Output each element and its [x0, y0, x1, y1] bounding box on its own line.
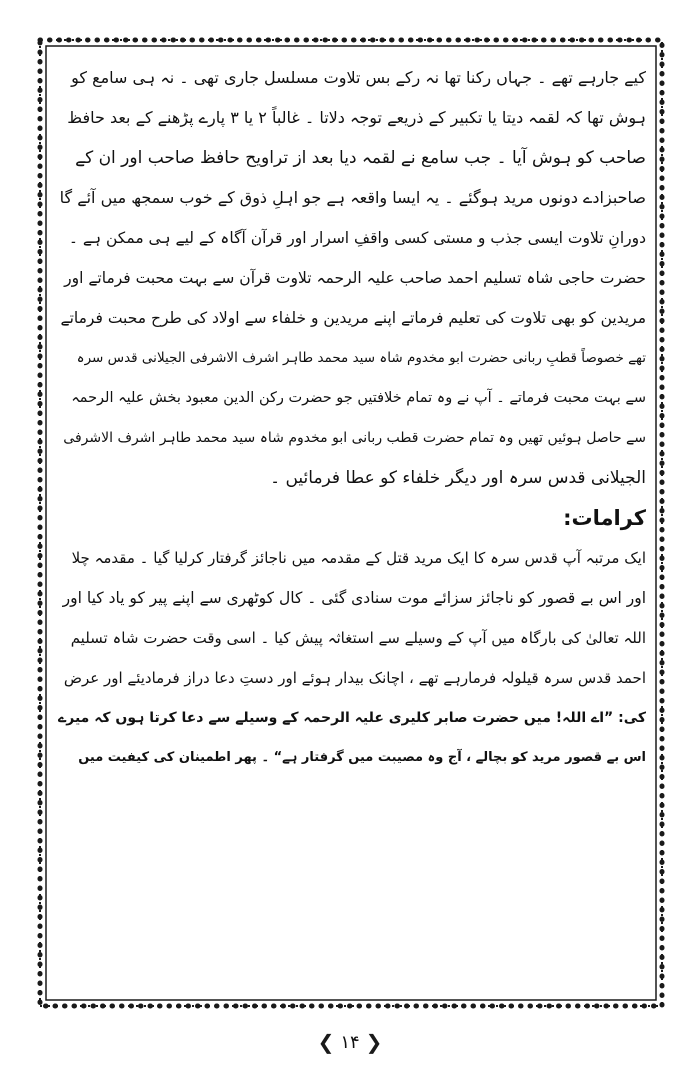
ornament-right-icon: ❯ — [365, 1030, 383, 1054]
text-line: صاحبزادے دونوں مرید ہوگئے ۔ یہ ایسا واقعہ ہے جو اہلِ ذوق کے خوب سمجھ میں آئے گا — [59, 188, 646, 207]
text-line: احمد قدس سرہ قیلولہ فرمارہے تھے ، اچانک بیدار ہوئے اور دستِ دعا دراز فرمادیئے اور عرض — [63, 669, 646, 687]
text-line: سے حاصل ہوئیں تھیں وہ تمام حضرت قطب ربانی ابو مخدوم شاہ سید محمد طاہر اشرف الاشرفی — [63, 430, 646, 446]
text-line: اور اس بے قصور کو ناجائز سزائے موت سنادی گئی ۔ کال کوٹھری سے اپنے پیر کو یاد کیا اور — [62, 589, 646, 607]
page-number: ۱۴ — [340, 1031, 360, 1053]
text-line: صاحب کو ہوش آیا ۔ جب سامع نے لقمہ دیا بعد از تراویح حافظ صاحب اور ان کے — [75, 148, 646, 168]
text-line: حضرت حاجی شاہ تسلیم احمد صاحب علیہ الرحمہ تلاوت قرآن سے بہت محبت فرماتے اور — [64, 269, 646, 287]
text-line: الجیلانی قدس سرہ اور دیگر خلفاء کو عطا فرمائیں ۔ — [270, 468, 646, 488]
page-body — [58, 58, 646, 988]
text-line: ایک مرتبہ آپ قدس سرہ کا ایک مرید قتل کے مقدمہ میں ناجائز گرفتار کرلیا گیا ۔ مقدمہ چلا — [71, 549, 646, 567]
text-line: کیے جارہے تھے ۔ جہاں رکنا تھا نہ رکے بس تلاوت مسلسل جاری تھی ۔ نہ ہی سامع کو — [71, 68, 646, 87]
ornament-left-icon: ❮ — [317, 1030, 335, 1054]
page-footer — [0, 1024, 700, 1060]
text-line: کی: ”اے اللہ! میں حضرت صابر کلیری علیہ الرحمہ کے وسیلے سے دعا کرتا ہوں کہ میرے — [58, 710, 646, 726]
text-line: تھے خصوصاً قطبِ ربانی حضرت ابو مخدوم شاہ سید محمد طاہر اشرف الاشرفی الجیلانی قدس سرہ — [76, 350, 646, 366]
text-line: اس بے قصور مرید کو بچالے ، آج وہ مصیبت میں گرفتار ہے“ ۔ پھر اطمینان کی کیفیت میں — [78, 750, 646, 765]
section-heading: کرامات: — [563, 506, 646, 530]
text-line: مریدین کو بھی تلاوت کی تعلیم فرماتے اپنے مریدین و خلفاء سے اولاد کی طرح محبت فرماتے — [60, 309, 646, 327]
text-line: اللہ تعالیٰ کی بارگاہ میں آپ کے وسیلے سے استغاثہ پیش کیا ۔ اسی وقت حضرت شاہ تسلیم — [70, 629, 646, 647]
text-line: دورانِ تلاوت ایسی جذب و مستی کسی واقفِ اسرار اور قرآن آگاہ کے لیے ہی ممکن ہے ۔ — [68, 229, 646, 247]
text-line: سے بہت محبت فرماتے ۔ آپ نے وہ تمام خلافتیں جو حضرت رکن الدین معبود بخش علیہ الرحمہ — [71, 390, 646, 406]
text-line: ہوش تھا کہ لقمہ دیتا یا تکبیر کے ذریعے توجہ دلاتا ۔ غالباً ۲ یا ۳ پارے پڑھنے کے بعد حافظ — [67, 108, 646, 127]
